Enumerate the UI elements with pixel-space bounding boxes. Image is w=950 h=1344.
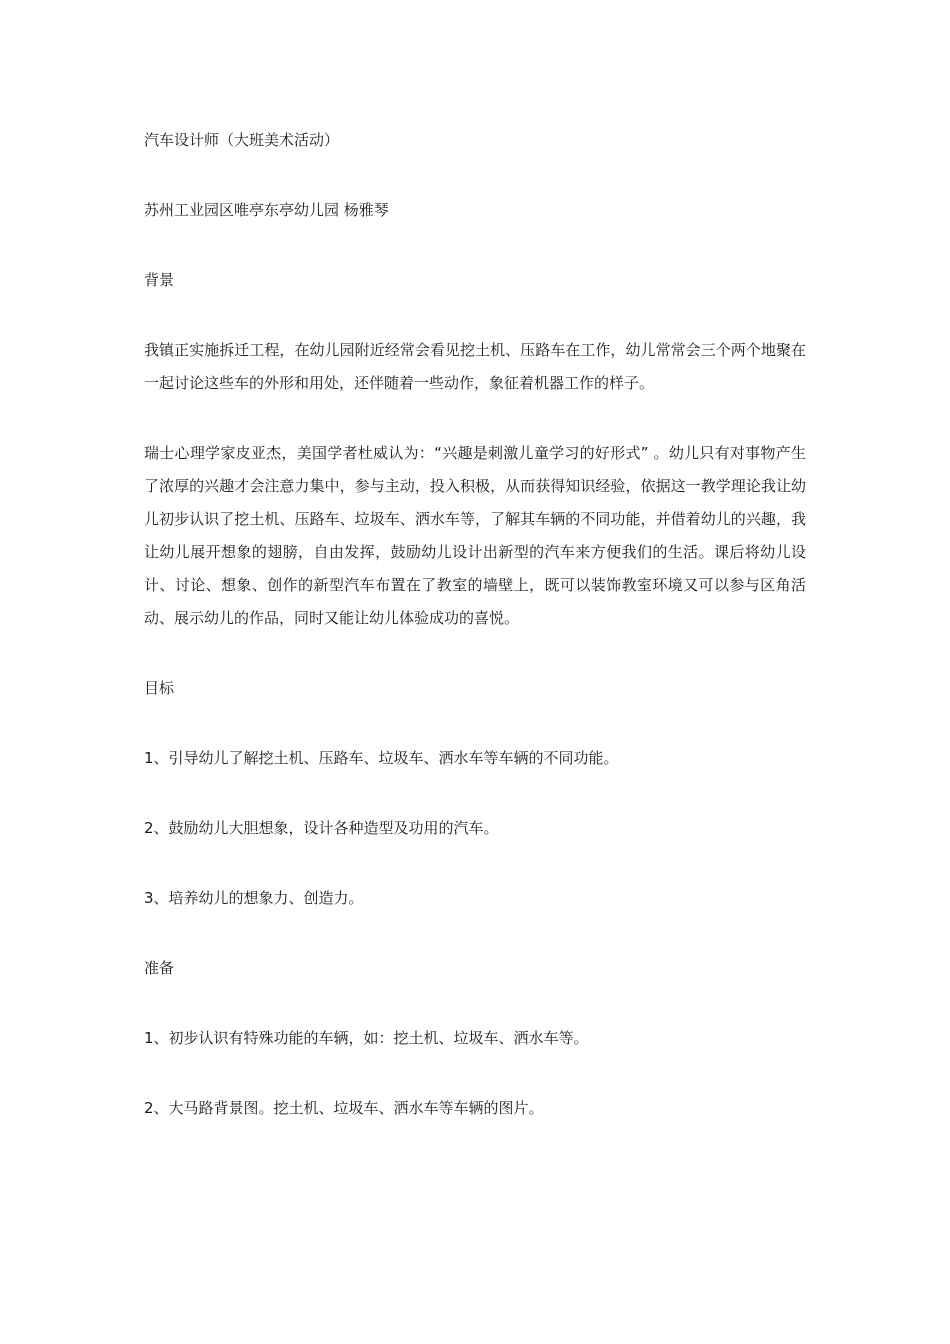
document-body	[144, 124, 806, 1125]
background-heading: 背景	[144, 271, 175, 289]
goal-item: 3、培养幼儿的想象力、创造力。	[144, 889, 364, 907]
goal-item: 2、鼓励幼儿大胆想象，设计各种造型及功用的汽车。	[144, 819, 499, 837]
prep-item: 1、初步认识有特殊功能的车辆，如：挖土机、垃圾车、洒水车等。	[144, 1029, 589, 1047]
prep-heading: 准备	[144, 959, 175, 977]
background-paragraph-1: 我镇正实施拆迁工程，在幼儿园附近经常会看见挖土机、压路车在工作，幼儿常常会三个两个地聚在一起讨论这些车的外形和用处，还伴随着一些动作，象征着机器工作的样子。	[144, 341, 806, 392]
document-title: 汽车设计师（大班美术活动）	[144, 131, 340, 149]
prep-item: 2、大马路背景图。挖土机、垃圾车、洒水车等车辆的图片。	[144, 1099, 544, 1117]
background-paragraph-2: 瑞士心理学家皮亚杰，美国学者杜威认为：“兴趣是刺激儿童学习的好形式” 。幼儿只有对事物产生了浓厚的兴趣才会注意力集中，参与主动，投入积极，从而获得知识经验，依据这一教学理论我让幼儿初步认识了挖土机、压路车、垃圾车、洒水车等，了解其车辆的不同功能，并借着幼儿的兴趣，我让幼儿展开想象的翅膀，自由发挥，鼓励幼儿设计出新型的汽车来方便我们的生活。课后将幼儿设计、讨论、想象、创作的新型汽车布置在了教室的墙壁上，既可以装饰教室环境又可以参与区角活动、展示幼儿的作品，同时又能让幼儿体验成功的喜悦。	[144, 444, 806, 627]
document-author: 苏州工业园区唯亭东亭幼儿园 杨雅琴	[144, 201, 389, 219]
goals-heading: 目标	[144, 679, 175, 697]
goal-item: 1、引导幼儿了解挖土机、压路车、垃圾车、洒水车等车辆的不同功能。	[144, 749, 619, 767]
